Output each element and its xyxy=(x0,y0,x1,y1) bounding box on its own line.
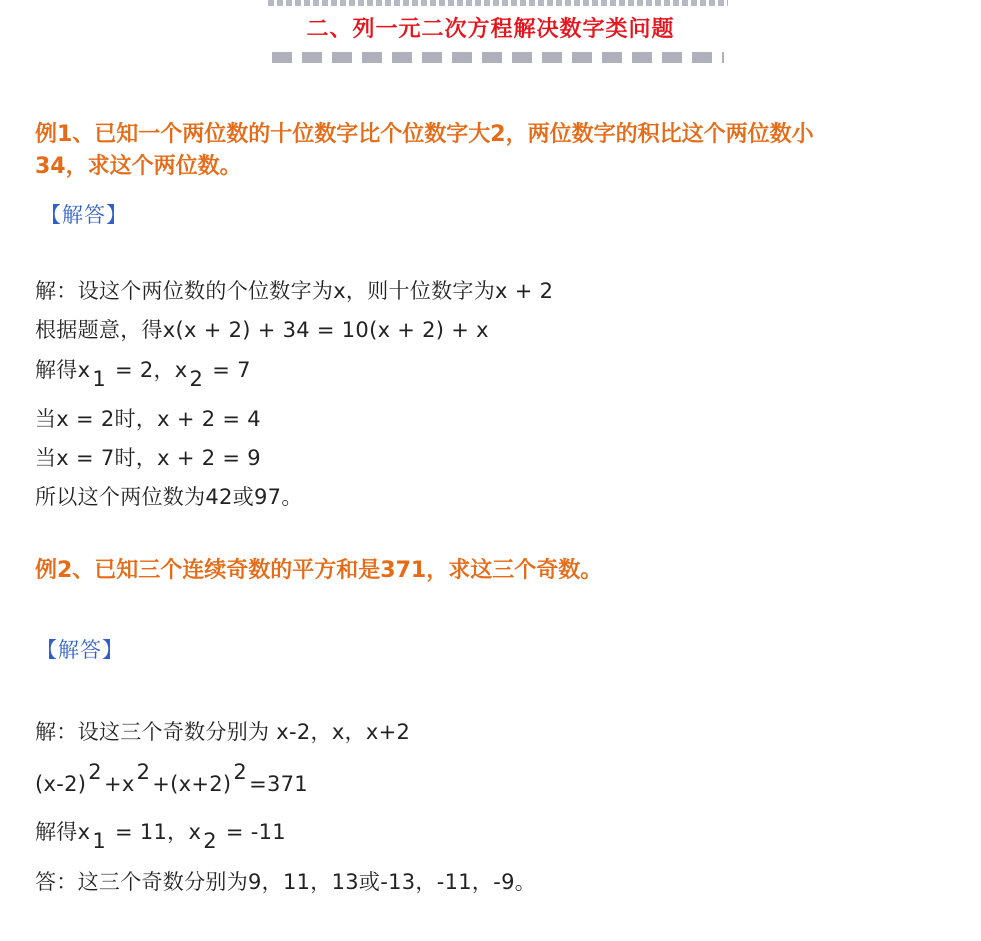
equation-part-a: (x-2) xyxy=(35,772,87,796)
example1-solution-line2: 根据题意，得x(x + 2) + 34 = 10(x + 2) + x xyxy=(35,318,489,342)
solve-text-mid: = 2，x xyxy=(108,358,188,382)
solve-text-mid: = 11，x xyxy=(108,820,202,844)
example1-solution-line6: 所以这个两位数为42或97。 xyxy=(35,485,303,509)
decorative-stripe-top xyxy=(268,0,728,6)
equation-part-c: +(x+2) xyxy=(152,772,232,796)
example1-solution-line5: 当x = 7时，x + 2 = 9 xyxy=(35,446,261,470)
equation-part-d: =371 xyxy=(249,772,308,796)
example1-solution-line4: 当x = 2时，x + 2 = 4 xyxy=(35,407,261,431)
section-title: 二、列一元二次方程解决数字类问题 xyxy=(306,17,675,42)
example2-solution-line1: 解：设这三个奇数分别为 x-2，x，x+2 xyxy=(35,720,411,744)
decorative-stripe-bottom xyxy=(272,52,724,63)
solve-text: 解得x xyxy=(35,820,91,844)
example2-question: 例2、已知三个连续奇数的平方和是371，求这三个奇数。 xyxy=(35,558,603,583)
example1-question-line2: 34，求这个两位数。 xyxy=(35,154,242,179)
solve-text: 解得x xyxy=(35,358,91,382)
subscript-1: 1 xyxy=(92,367,106,391)
example2-answer-line: 答：这三个奇数分别为9，11，13或-13，-11，-9。 xyxy=(35,870,537,894)
section-header xyxy=(0,0,981,70)
example2-solution-line3 xyxy=(35,816,286,853)
example1-solution-line1: 解：设这个两位数的个位数字为x，则十位数字为x + 2 xyxy=(35,279,554,303)
example1-answer-tag: 【解答】 xyxy=(40,203,128,227)
superscript-1: 2 xyxy=(88,760,102,784)
superscript-2: 2 xyxy=(136,760,151,784)
superscript-3: 2 xyxy=(233,760,248,784)
subscript-2: 2 xyxy=(189,367,204,391)
solve-text-end: = -11 xyxy=(218,820,286,844)
example1-solution-line3 xyxy=(35,354,251,391)
equation-part-b: +x xyxy=(103,772,135,796)
example2-solution-line2 xyxy=(35,760,308,796)
example1-question-line1: 例1、已知一个两位数的十位数字比个位数字大2，两位数字的积比这个两位数小 xyxy=(35,122,814,147)
solve-text-end: = 7 xyxy=(205,358,251,382)
subscript-2: 2 xyxy=(203,829,217,853)
example2-answer-tag: 【解答】 xyxy=(36,638,124,662)
subscript-1: 1 xyxy=(92,829,106,853)
